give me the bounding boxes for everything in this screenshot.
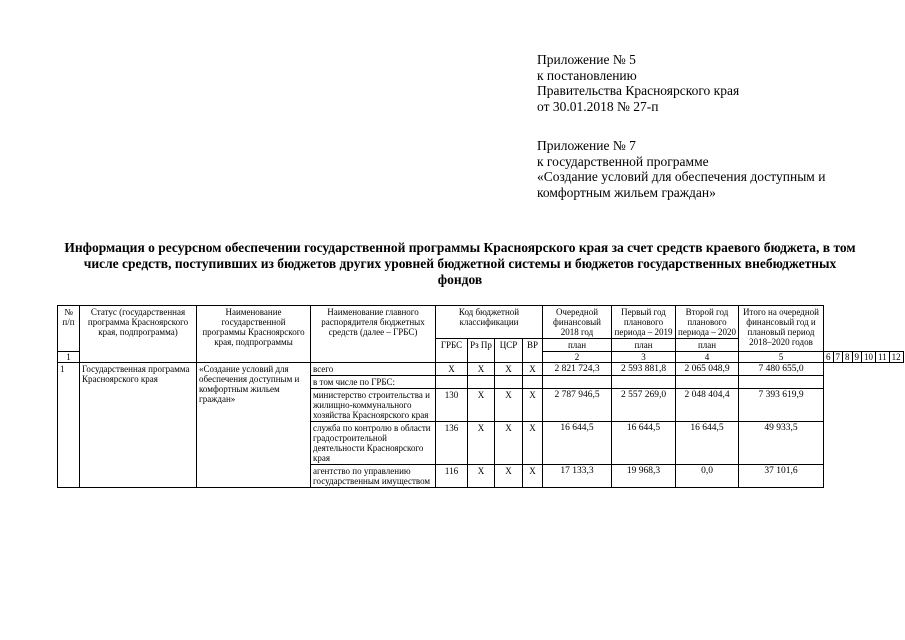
grbs-name-cell: агентство по управлению государственным имуществом: [311, 465, 436, 488]
amount-total-cell: 7 480 655,0: [739, 363, 824, 376]
appendix-7-line: Приложение № 7: [537, 138, 636, 153]
amount-2019-cell: 2 593 881,8: [612, 363, 676, 376]
csr-cell: X: [495, 422, 523, 465]
amount-2018-cell: [543, 376, 612, 389]
appendix-5-line: Приложение № 5: [537, 52, 636, 67]
column-number: 5: [739, 352, 824, 363]
rzpr-cell: X: [468, 465, 495, 488]
rzpr-cell: X: [468, 363, 495, 376]
header-total: Итого на очередной финансовый год и плановый период 2018–2020 годов: [739, 306, 824, 352]
amount-2019-cell: [612, 376, 676, 389]
amount-2018-cell: 16 644,5: [543, 422, 612, 465]
header-year-2018: Очередной финансовый 2018 год: [543, 306, 612, 339]
grbs-name-cell: всего: [311, 363, 436, 376]
column-number: 8: [843, 352, 853, 363]
grbs-code-cell: 136: [436, 422, 468, 465]
grbs-name-cell: в том числе по ГРБС:: [311, 376, 436, 389]
rzpr-cell: X: [468, 389, 495, 422]
column-number: 1: [58, 352, 80, 363]
amount-2019-cell: 2 557 269,0: [612, 389, 676, 422]
amount-2019-cell: 16 644,5: [612, 422, 676, 465]
grbs-code-cell: X: [436, 363, 468, 376]
amount-2020-cell: 2 065 048,9: [676, 363, 739, 376]
amount-2018-cell: 2 821 724,3: [543, 363, 612, 376]
csr-cell: X: [495, 465, 523, 488]
amount-2018-cell: 2 787 946,5: [543, 389, 612, 422]
header-year-2020: Второй год планового периода – 2020: [676, 306, 739, 339]
appendix-7-line: к государственной программе: [537, 153, 709, 169]
header-vr: ВР: [523, 339, 543, 363]
grbs-code-cell: [436, 376, 468, 389]
vr-cell: X: [523, 422, 543, 465]
column-number: 9: [852, 352, 862, 363]
appendix-7-line: «Создание условий для обеспечения доступным и комфортным жильем граждан»: [537, 169, 826, 200]
grbs-code-cell: 130: [436, 389, 468, 422]
vr-cell: X: [523, 465, 543, 488]
amount-2020-cell: 2 048 404,4: [676, 389, 739, 422]
header-program-name: Наименование государственной программы Красноярского края, подпрограммы: [197, 306, 311, 363]
column-number: 2: [543, 352, 612, 363]
program-name: «Создание условий для обеспечения доступным и комфортным жильем граждан»: [197, 363, 311, 488]
header-plan: план: [543, 339, 612, 352]
program-status: Государственная программа Красноярского края: [80, 363, 197, 488]
document-title: Информация о ресурсном обеспечении государственной программы Красноярского края за счет средств краевого бюджета, в том числе средств, поступивших из бюджетов других уровней бюджетной системы и бюджетов государственных внебюджетных фондов: [64, 240, 856, 287]
grbs-name-cell: служба по контролю в области градостроительной деятельности Красноярского края: [311, 422, 436, 465]
appendix-7-block: [537, 138, 877, 200]
header-budget-code: Код бюджетной классификации: [436, 306, 543, 339]
grbs-name-cell: министерство строительства и жилищно-коммунального хозяйства Красноярского края: [311, 389, 436, 422]
amount-2019-cell: 19 968,3: [612, 465, 676, 488]
header-grbs: ГРБС: [436, 339, 468, 363]
column-number: 11: [876, 352, 890, 363]
rzpr-cell: X: [468, 422, 495, 465]
csr-cell: X: [495, 363, 523, 376]
vr-cell: X: [523, 389, 543, 422]
header-csr: ЦСР: [495, 339, 523, 363]
appendix-5-line: от 30.01.2018 № 27-п: [537, 98, 659, 114]
csr-cell: [495, 376, 523, 389]
header-rzpr: Рз Пр: [468, 339, 495, 363]
column-number: 12: [889, 352, 903, 363]
header-row-1: [58, 306, 904, 339]
amount-2018-cell: 17 133,3: [543, 465, 612, 488]
amount-2020-cell: 0,0: [676, 465, 739, 488]
header-status: Статус (государственная программа Красноярского края, подпрограмма): [80, 306, 197, 363]
header-grbs-name: Наименование главного распорядителя бюджетных средств (далее – ГРБС): [311, 306, 436, 363]
table-row: [58, 363, 904, 376]
column-number: 10: [862, 352, 876, 363]
amount-total-cell: 7 393 619,9: [739, 389, 824, 422]
amount-total-cell: [739, 376, 824, 389]
grbs-code-cell: 116: [436, 465, 468, 488]
header-year-2019: Первый год планового периода – 2019: [612, 306, 676, 339]
amount-2020-cell: 16 644,5: [676, 422, 739, 465]
header-plan: план: [676, 339, 739, 352]
program-number: 1: [58, 363, 80, 488]
vr-cell: [523, 376, 543, 389]
column-number: 3: [612, 352, 676, 363]
vr-cell: X: [523, 363, 543, 376]
appendix-5-line: к постановлению: [537, 67, 637, 83]
column-number: 7: [833, 352, 843, 363]
amount-total-cell: 49 933,5: [739, 422, 824, 465]
appendix-5-line: Правительства Красноярского края: [537, 83, 740, 98]
csr-cell: X: [495, 389, 523, 422]
column-number: 4: [676, 352, 739, 363]
column-number: 6: [824, 352, 834, 363]
resource-table: [57, 305, 904, 488]
header-plan: план: [612, 339, 676, 352]
rzpr-cell: [468, 376, 495, 389]
amount-2020-cell: [676, 376, 739, 389]
header-num: № п/п: [58, 306, 80, 352]
appendix-5-block: [537, 52, 739, 114]
amount-total-cell: 37 101,6: [739, 465, 824, 488]
